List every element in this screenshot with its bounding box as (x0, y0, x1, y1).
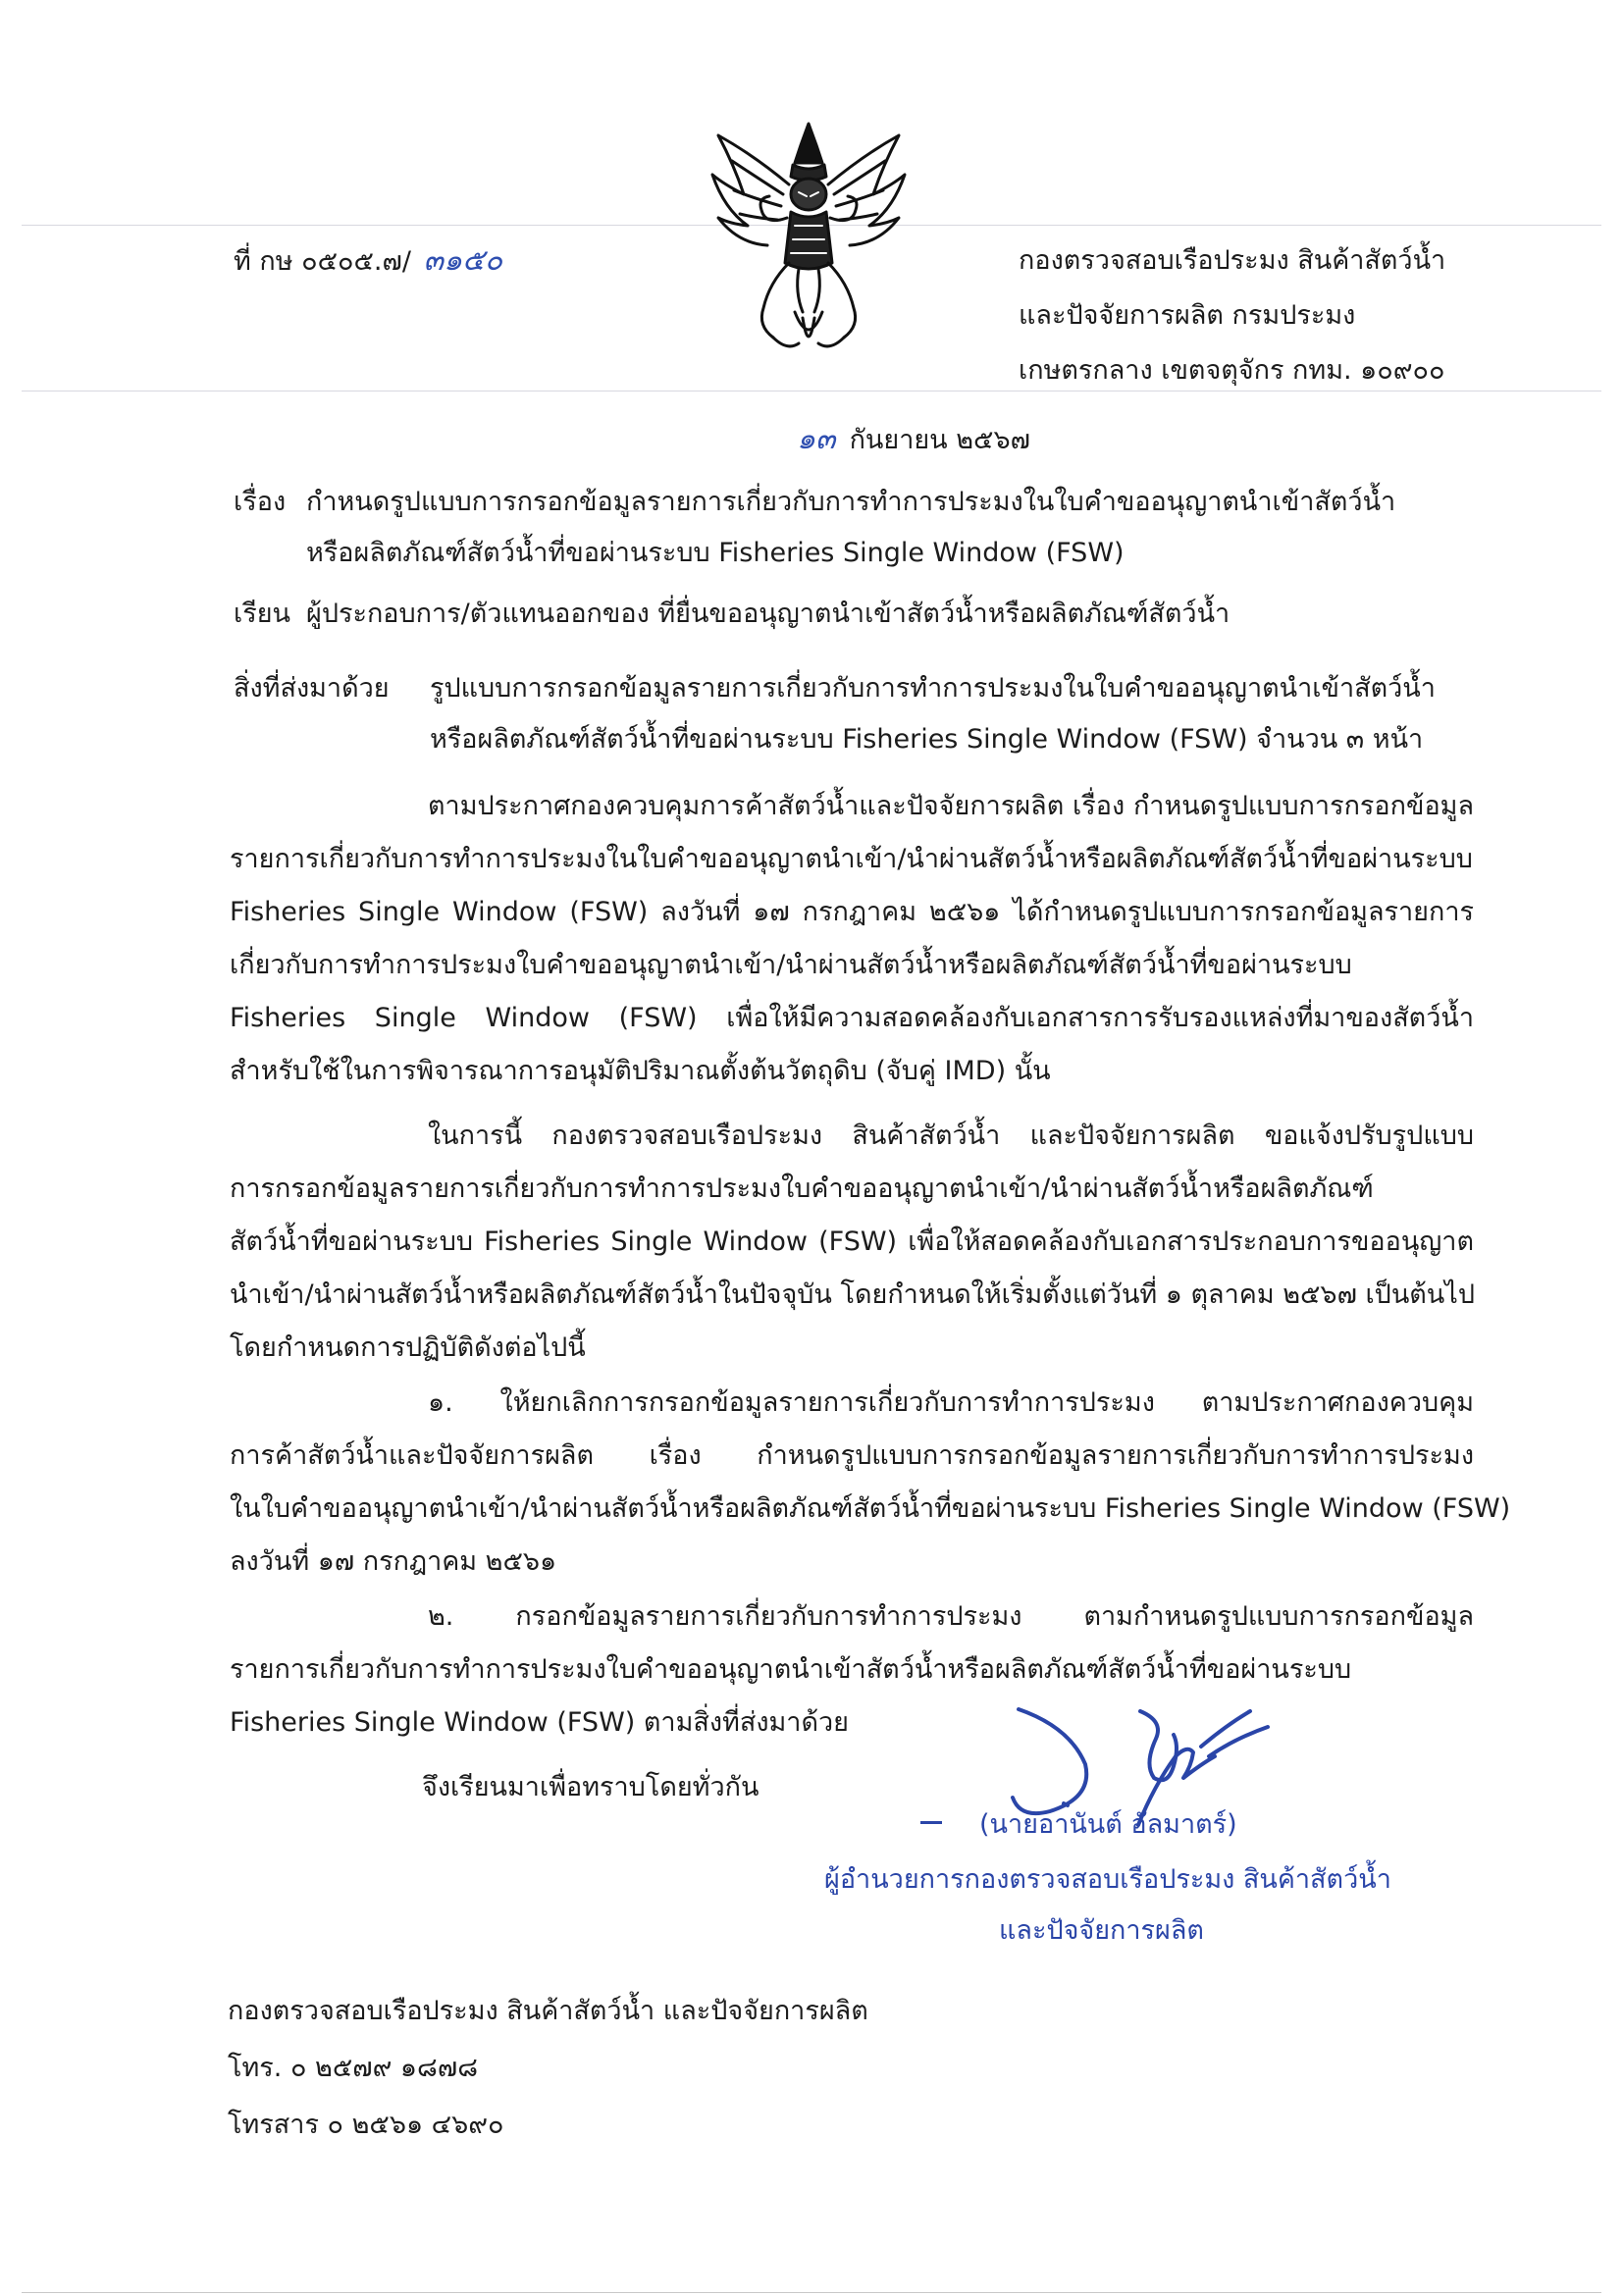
scan-line-bottom (22, 2292, 1601, 2293)
para1-line-5: Fisheries Single Window (FSW) เพื่อให้มีความสอดคล้องกับเอกสารการรับรองแหล่งที่มาของสัตว์น้ำ (230, 1003, 1474, 1033)
enclosure-label: สิ่งที่ส่งมาด้วย (234, 673, 390, 704)
to-text: ผู้ประกอบการ/ตัวแทนออกของ ที่ยื่นขออนุญาตนำเข้าสัตว์น้ำหรือผลิตภัณฑ์สัตว์น้ำ (306, 599, 1230, 629)
signer-title-line-1: ผู้อำนวยการกองตรวจสอบเรือประมง สินค้าสัตว์น้ำ (824, 1864, 1391, 1895)
para2-line-4: นำเข้า/นำผ่านสัตว์น้ำหรือผลิตภัณฑ์สัตว์น้ำในปัจจุบัน โดยกำหนดให้เริ่มตั้งแต่วันที่ ๑ ตุลาคม ๒๕๖๗ เป็นต้นไป (230, 1279, 1475, 1310)
date-month-year: กันยายน ๒๕๖๗ (849, 425, 1030, 455)
para1-line-2: รายการเกี่ยวกับการทำการประมงในใบคำขออนุญาตนำเข้า/นำผ่านสัตว์น้ำหรือผลิตภัณฑ์สัตว์น้ำที่ขอผ่านระบบ (230, 844, 1473, 874)
subject-line-1: กำหนดรูปแบบการกรอกข้อมูลรายการเกี่ยวกับการทำการประมงในใบคำขออนุญาตนำเข้าสัตว์น้ำ (306, 487, 1396, 517)
sender-address-line-1: กองตรวจสอบเรือประมง สินค้าสัตว์น้ำ (1019, 245, 1446, 276)
subject-label: เรื่อง (234, 487, 287, 517)
date-day-handwritten: ๑๓ (797, 422, 836, 456)
to-label: เรียน (234, 599, 291, 629)
footer-fax: โทรสาร ๐ ๒๕๖๑ ๔๖๙๐ (228, 2110, 504, 2140)
item1-line-2: การค้าสัตว์น้ำและปัจจัยการผลิต เรื่อง กำหนดรูปแบบการกรอกข้อมูลรายการเกี่ยวกับการทำการประมง (230, 1440, 1474, 1471)
item2-line-3: Fisheries Single Window (FSW) ตามสิ่งที่ส่งมาด้วย (230, 1707, 849, 1738)
signer-title-line-2: และปัจจัยการผลิต (999, 1915, 1204, 1946)
para2-line-2: การกรอกข้อมูลรายการเกี่ยวกับการทำการประมงใบคำขออนุญาตนำเข้า/นำผ่านสัตว์น้ำหรือผลิตภัณฑ์ (230, 1174, 1374, 1204)
closing-text: จึงเรียนมาเพื่อทราบโดยทั่วกัน (422, 1772, 759, 1802)
para1-line-4: เกี่ยวกับการทำการประมงใบคำขออนุญาตนำเข้า/นำผ่านสัตว์น้ำหรือผลิตภัณฑ์สัตว์น้ำที่ขอผ่านระบบ (230, 950, 1352, 980)
para1-line-6: สำหรับใช้ในการพิจารณาการอนุมัติปริมาณตั้งต้นวัตถุดิบ (จับคู่ IMD) นั้น (230, 1056, 1051, 1086)
para2-line-1: ในการนี้ กองตรวจสอบเรือประมง สินค้าสัตว์น้ำ และปัจจัยการผลิต ขอแจ้งปรับรูปแบบ (428, 1121, 1474, 1151)
enclosure-line-1: รูปแบบการกรอกข้อมูลรายการเกี่ยวกับการทำการประมงในใบคำขออนุญาตนำเข้าสัตว์น้ำ (430, 673, 1436, 704)
para1-line-1: ตามประกาศกองควบคุมการค้าสัตว์น้ำและปัจจัยการผลิต เรื่อง กำหนดรูปแบบการกรอกข้อมูล (428, 791, 1474, 821)
sender-address-line-2: และปัจจัยการผลิต กรมประมง (1019, 300, 1356, 331)
signature-dash (920, 1821, 942, 1824)
reference-prefix: ที่ กษ ๐๕๐๕.๗/ (234, 246, 411, 277)
subject-line-2: หรือผลิตภัณฑ์สัตว์น้ำที่ขอผ่านระบบ Fisheries Single Window (FSW) (306, 538, 1125, 568)
letter-date (797, 420, 1030, 458)
para2-line-3: สัตว์น้ำที่ขอผ่านระบบ Fisheries Single Window (FSW) เพื่อให้สอดคล้องกับเอกสารประกอบการขออนุญาต (230, 1226, 1474, 1257)
para2-line-5: โดยกำหนดการปฏิบัติดังต่อไปนี้ (230, 1332, 586, 1363)
item1-line-1: ๑. ให้ยกเลิกการกรอกข้อมูลรายการเกี่ยวกับการทำการประมง ตามประกาศกองควบคุม (428, 1387, 1474, 1418)
footer-phone: โทร. ๐ ๒๕๗๙ ๑๘๗๘ (228, 2053, 479, 2083)
item1-line-4: ลงวันที่ ๑๗ กรกฎาคม ๒๕๖๑ (230, 1546, 557, 1577)
reference-number (234, 241, 502, 280)
signer-name: (นายอานันต์ อัลมาตร์) (979, 1809, 1237, 1840)
item2-line-1: ๒. กรอกข้อมูลรายการเกี่ยวกับการทำการประมง ตามกำหนดรูปแบบการกรอกข้อมูล (428, 1601, 1474, 1632)
reference-handwritten-number: ๓๑๕๐ (423, 243, 503, 278)
garuda-emblem-icon (705, 116, 913, 359)
sender-address-line-3: เกษตรกลาง เขตจตุจักร กทม. ๑๐๙๐๐ (1019, 355, 1445, 386)
item2-line-2: รายการเกี่ยวกับการทำการประมงใบคำขออนุญาตนำเข้าสัตว์น้ำหรือผลิตภัณฑ์สัตว์น้ำที่ขอผ่านระบบ (230, 1654, 1352, 1685)
footer-department: กองตรวจสอบเรือประมง สินค้าสัตว์น้ำ และปัจจัยการผลิต (228, 1996, 868, 2026)
enclosure-line-2: หรือผลิตภัณฑ์สัตว์น้ำที่ขอผ่านระบบ Fisheries Single Window (FSW) จำนวน ๓ หน้า (430, 724, 1424, 755)
item1-line-3: ในใบคำขออนุญาตนำเข้า/นำผ่านสัตว์น้ำหรือผลิตภัณฑ์สัตว์น้ำที่ขอผ่านระบบ Fisheries Single Window (FSW) (230, 1493, 1511, 1524)
para1-line-3: Fisheries Single Window (FSW) ลงวันที่ ๑๗ กรกฎาคม ๒๕๖๑ ได้กำหนดรูปแบบการกรอกข้อมูลรายการ (230, 897, 1474, 927)
